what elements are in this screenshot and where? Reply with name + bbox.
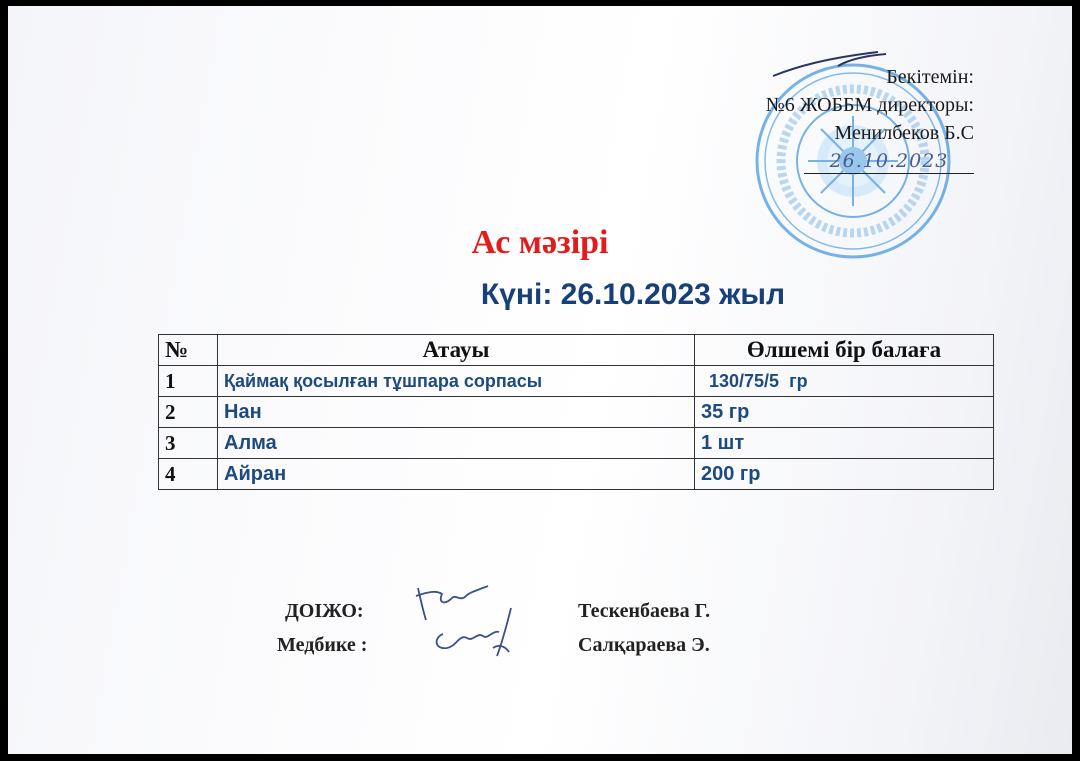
header-amount: Өлшемі бір балаға	[695, 335, 994, 366]
row-name: Нан	[218, 397, 695, 428]
approval-block	[766, 63, 974, 175]
header-number: №	[159, 335, 218, 366]
approval-label: Бекітемін:	[886, 66, 974, 88]
row-amount: 35 гр	[695, 397, 994, 428]
table-row	[159, 366, 994, 397]
approval-date: 26.10.2023	[804, 149, 974, 174]
row-number: 4	[159, 459, 218, 490]
handwritten-signature-2	[423, 604, 533, 664]
row-amount: 200 гр	[695, 459, 994, 490]
row-amount: 1 шт	[695, 428, 994, 459]
document-page	[8, 6, 1072, 754]
row-number: 3	[159, 428, 218, 459]
table-row	[159, 397, 994, 428]
row-name: Қаймақ қосылған тұшпара сорпасы	[218, 366, 695, 397]
row-name: Айран	[218, 459, 695, 490]
header-name: Атауы	[218, 335, 695, 366]
menu-title: Ас мәзірі	[471, 224, 609, 261]
table-header-row	[159, 335, 994, 366]
menu-date: Күні: 26.10.2023 жыл	[480, 278, 786, 311]
menu-table	[158, 334, 994, 490]
approval-position: №6 ЖОББМ директоры:	[765, 94, 974, 116]
signature-role-2: Медбике :	[277, 634, 368, 656]
table-row	[159, 428, 994, 459]
table-row	[159, 459, 994, 490]
signature-role-1: ДОІЖО:	[285, 600, 364, 622]
row-number: 2	[159, 397, 218, 428]
approval-name: Менилбеков Б.С	[834, 122, 974, 144]
row-name: Алма	[218, 428, 695, 459]
signature-name-1: Тескенбаева Г.	[578, 600, 711, 622]
row-number: 1	[159, 366, 218, 397]
row-amount: 130/75/5 гр	[695, 366, 994, 397]
signature-name-2: Салқараева Э.	[578, 634, 710, 656]
